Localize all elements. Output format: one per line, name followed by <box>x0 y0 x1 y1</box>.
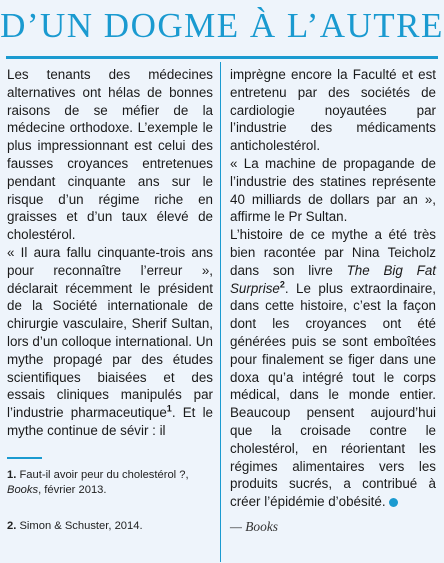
footnote-ref-2: 2 <box>279 279 285 290</box>
footnote-rule <box>7 457 42 459</box>
article-title: D’UN DOGME À L’AUTRE <box>0 6 444 45</box>
footnote-text: Faut-il avoir peur du cholestérol ?, <box>16 469 189 481</box>
end-mark-icon <box>389 498 398 507</box>
title-rule <box>6 56 438 59</box>
footnote-text: Simon & Schuster, 2014. <box>16 520 143 532</box>
signature: — Books <box>230 519 278 534</box>
paragraph-text: « La machine de propagande de l’industrie des statines représente 40 milliards de dollars par an », affirme le Pr Sultan. <box>230 155 436 225</box>
paragraph-text: . Et le mythe continue de sévir : il <box>7 405 213 438</box>
footnote-number: 2. <box>7 520 17 532</box>
footnote-text: , février 2013. <box>38 484 107 496</box>
paragraph-text: « Il aura fallu cinquante-trois ans pour reconnaître l’erreur », déclarait récemment le président de la Société internationale de chirurgie vasculaire, Sherif Sultan, lors d’un colloque international. Un mythe propagé par des études scientifiques biaisées et des essais cliniques manipulés par l’industrie pharmaceutique <box>7 244 213 421</box>
footnote-source: Books <box>7 484 39 496</box>
footnote-ref-1: 1 <box>166 403 172 414</box>
column-divider <box>220 62 221 562</box>
footnote-2 <box>7 519 213 534</box>
paragraph-text: L’histoire de ce mythe a été très bien racontée par Nina Teicholz dans son livre <box>230 227 436 278</box>
paragraph <box>7 66 213 244</box>
paragraph <box>7 244 213 440</box>
paragraph <box>230 155 436 226</box>
paragraph-text: imprègne encore la Faculté et est entretenu par des sociétés de cardiologie noyautées par l’industrie des médicaments anticholestérol. <box>230 67 436 154</box>
paragraph <box>230 226 436 511</box>
paragraph <box>230 66 436 155</box>
footnote-number: 1. <box>7 469 17 481</box>
book-title: The Big Fat Surprise <box>230 262 436 296</box>
paragraph-text: Les tenants des médecines alternatives ont hélas de bonnes raisons de se méfier de la médecine orthodoxe. L’exemple le plus impressionnant est celui des fausses croyances entretenues pendant cinquante ans sur le risque d’un régime riche en graisses et d’un taux élevé de cholestérol. <box>7 67 213 243</box>
left-column <box>7 66 213 440</box>
right-column <box>230 66 436 511</box>
footnote-1 <box>7 468 213 498</box>
paragraph-text: . Le plus extraordinaire, dans cette histoire, c’est la façon dont les croyances ont été générées puis se sont emboîtées pour finalement se figer dans une doxa qu’a intégré tout le corps médical, dans le monde entier. Beaucoup pensent aujourd’hui que la croisade contre le cholestérol, en réorientant les régimes alimentaires vers les produits sucrés, a contribué à créer l’épidémie d’obésité. <box>230 280 436 510</box>
